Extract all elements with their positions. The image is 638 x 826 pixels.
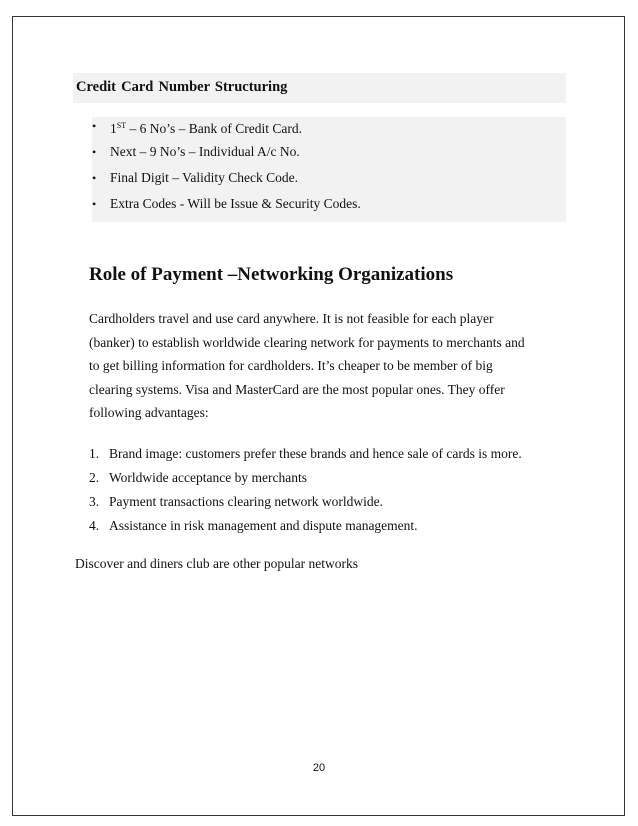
- bullet-list: [90, 117, 361, 221]
- list-text: Brand image: customers prefer these brands and hence sale of cards is more.: [109, 446, 522, 461]
- bullet-icon: •: [92, 145, 97, 159]
- list-item: [89, 445, 522, 469]
- bullet-item: [90, 195, 361, 221]
- advantages-list: [89, 445, 522, 541]
- paragraph-line: Cardholders travel and use card anywhere. It is not feasible for each player: [89, 311, 494, 326]
- section-title: Role of Payment –Networking Organizations: [89, 264, 454, 285]
- paragraph-line: (banker) to establish worldwide clearing network for payments to merchants and: [89, 334, 525, 350]
- list-text: Assistance in risk management and dispute management.: [109, 518, 418, 533]
- list-number: 3.: [89, 494, 100, 509]
- bullet-text: – 6 No’s – Bank of Credit Card.: [126, 121, 302, 136]
- header-title: Credit Card Number Structuring: [76, 79, 288, 95]
- list-number: 1.: [89, 446, 100, 461]
- bullet-icon: •: [92, 197, 97, 211]
- list-number: 2.: [89, 470, 100, 485]
- list-item: [89, 493, 522, 517]
- list-item: [89, 469, 522, 493]
- bullet-icon: •: [92, 171, 97, 185]
- list-text: Payment transactions clearing network worldwide.: [109, 494, 384, 509]
- bullet-icon: •: [92, 119, 97, 133]
- bullet-text: Next – 9 No’s – Individual A/c No.: [110, 144, 300, 159]
- section-paragraph: [89, 307, 589, 425]
- bullet-text: Final Digit – Validity Check Code.: [110, 170, 298, 185]
- paragraph-line: following advantages:: [89, 405, 209, 420]
- bullet-item: [90, 143, 361, 169]
- list-number: 4.: [89, 518, 100, 533]
- bullet-item: [90, 117, 361, 143]
- bullet-text: Extra Codes - Will be Issue & Security Codes.: [110, 196, 361, 211]
- paragraph-line: to get billing information for cardholders. It’s cheaper to be member of big: [89, 358, 493, 373]
- paragraph-line: clearing systems. Visa and MasterCard are the most popular ones. They offer: [89, 381, 505, 397]
- bullet-item: [90, 169, 361, 195]
- list-text: Worldwide acceptance by merchants: [109, 470, 307, 485]
- bullet-superscript: ST: [116, 121, 127, 130]
- list-item: [89, 517, 522, 541]
- closing-sentence: Discover and diners club are other popular networks: [75, 556, 359, 571]
- bullet-prefix: 1: [110, 121, 117, 136]
- page-number: 20: [312, 762, 326, 774]
